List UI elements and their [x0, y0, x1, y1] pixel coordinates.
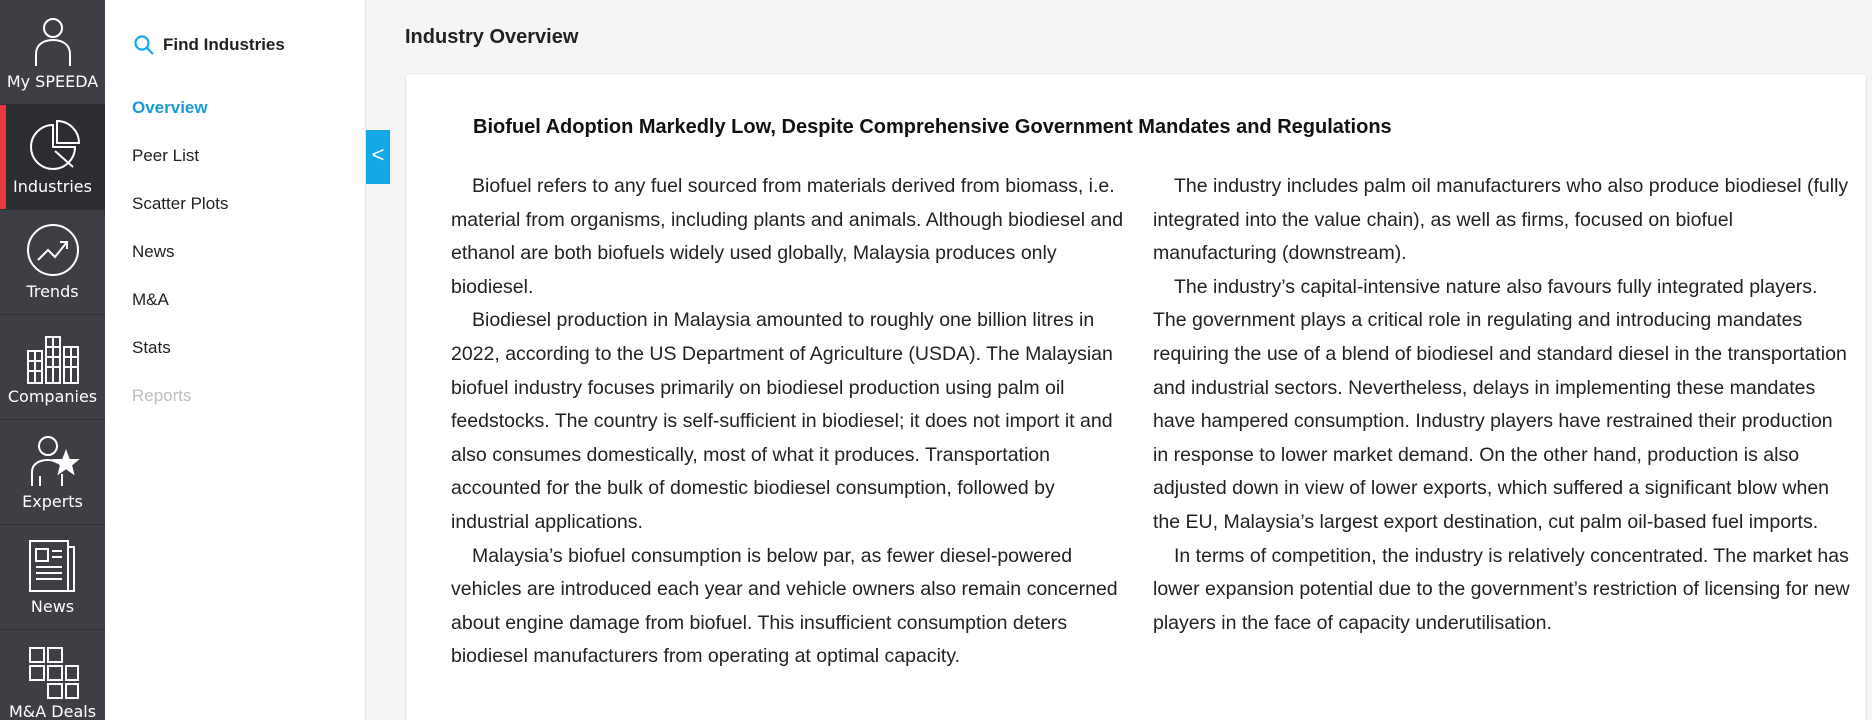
article-paragraph: The industry includes palm oil manufacturers who also produce biodiesel (fully integrated into the value chain), as well as firms, focused on biofuel manufacturing (downstream).	[1153, 175, 1849, 265]
trend-arrow-icon	[26, 220, 80, 280]
article-column-right	[1153, 170, 1853, 640]
find-industries-label: Find Industries	[163, 35, 285, 54]
find-industries-button[interactable]	[133, 34, 285, 56]
article-paragraph: In terms of competition, the industry is relatively concentrated. The market has lower expansion potential due to the government’s restriction of licensing for new players in the face of capacity underutilisation.	[1153, 544, 1850, 634]
article-paragraph: Malaysia’s biofuel consumption is below par, as fewer diesel-powered vehicles are introduced each year and vehicle owners also remain concerned about engine damage from biofuel. This insufficient consumption deters biodiesel manufacturers from operating at optimal capacity.	[451, 544, 1118, 668]
article-paragraph: Biofuel refers to any fuel sourced from materials derived from biomass, i.e. material from organisms, including plants and animals. Although biodiesel and ethanol are both biofuels widely used globally, Malaysia produces only biodiesel.	[451, 175, 1124, 298]
rail-item-trends[interactable]	[0, 210, 105, 315]
industry-subnav	[105, 0, 366, 720]
subnav-item-overview[interactable]: Overview	[132, 98, 208, 117]
subnav-item-peer-list[interactable]: Peer List	[132, 146, 200, 165]
newspaper-icon	[26, 535, 80, 595]
rail-label: Industries	[13, 177, 92, 196]
rail-label: Trends	[26, 282, 79, 301]
overview-card	[405, 73, 1867, 720]
subnav-item-stats[interactable]: Stats	[132, 338, 171, 357]
collapse-sidebar-button[interactable]: <	[366, 130, 390, 184]
article-column-left	[451, 170, 1131, 674]
rail-label: Companies	[7, 387, 98, 406]
expert-star-icon	[26, 430, 80, 490]
subnav-item-reports: Reports	[132, 386, 192, 405]
person-icon	[26, 10, 80, 70]
rail-item-my-speeda[interactable]	[0, 0, 105, 105]
rail-item-industries[interactable]	[0, 105, 105, 210]
article-paragraph: The industry’s capital-intensive nature also favours fully integrated players. The government plays a critical role in regulating and introducing mandates requiring the use of a blend of biodiesel and standard diesel in the transportation and industrial sectors. Nevertheless, delays in implementing these mandates have hampered consumption. Industry players have restrained their production in response to lower market demand. On the other hand, production is also adjusted down in view of lower exports, which suffered a significant blow when the EU, Malaysia’s largest export destination, cut palm oil-based fuel imports.	[1153, 275, 1847, 533]
subnav-item-ma[interactable]: M&A	[132, 290, 169, 309]
rail-label: M&A Deals	[8, 702, 97, 720]
subnav-item-news[interactable]: News	[132, 242, 175, 261]
subnav-item-scatter-plots[interactable]: Scatter Plots	[132, 194, 229, 213]
rail-item-companies[interactable]	[0, 315, 105, 420]
rail-item-ma-deals[interactable]	[0, 630, 105, 720]
rail-label: My SPEEDA	[6, 72, 99, 91]
rail-label: Experts	[22, 492, 83, 511]
article-title: Biofuel Adoption Markedly Low, Despite Comprehensive Government Mandates and Regulations	[473, 116, 1392, 138]
puzzle-grid-icon	[26, 640, 80, 700]
icon-rail	[0, 0, 105, 720]
rail-item-news[interactable]	[0, 525, 105, 630]
rail-label: News	[30, 597, 75, 616]
search-icon	[133, 34, 155, 56]
article-paragraph: Biodiesel production in Malaysia amounted to roughly one billion litres in 2022, according to the US Department of Agriculture (USDA). The Malaysian biofuel industry focuses primarily on biodiesel production using palm oil feedstocks. The country is self-sufficient in biodiesel; it does not import it and also consumes domestically, most of what it produces. Transportation accounted for the bulk of domestic biodiesel consumption, followed by industrial applications.	[451, 309, 1113, 533]
buildings-icon	[26, 325, 80, 385]
page-title: Industry Overview	[405, 26, 579, 48]
rail-item-experts[interactable]	[0, 420, 105, 525]
pie-chart-icon	[26, 115, 80, 175]
